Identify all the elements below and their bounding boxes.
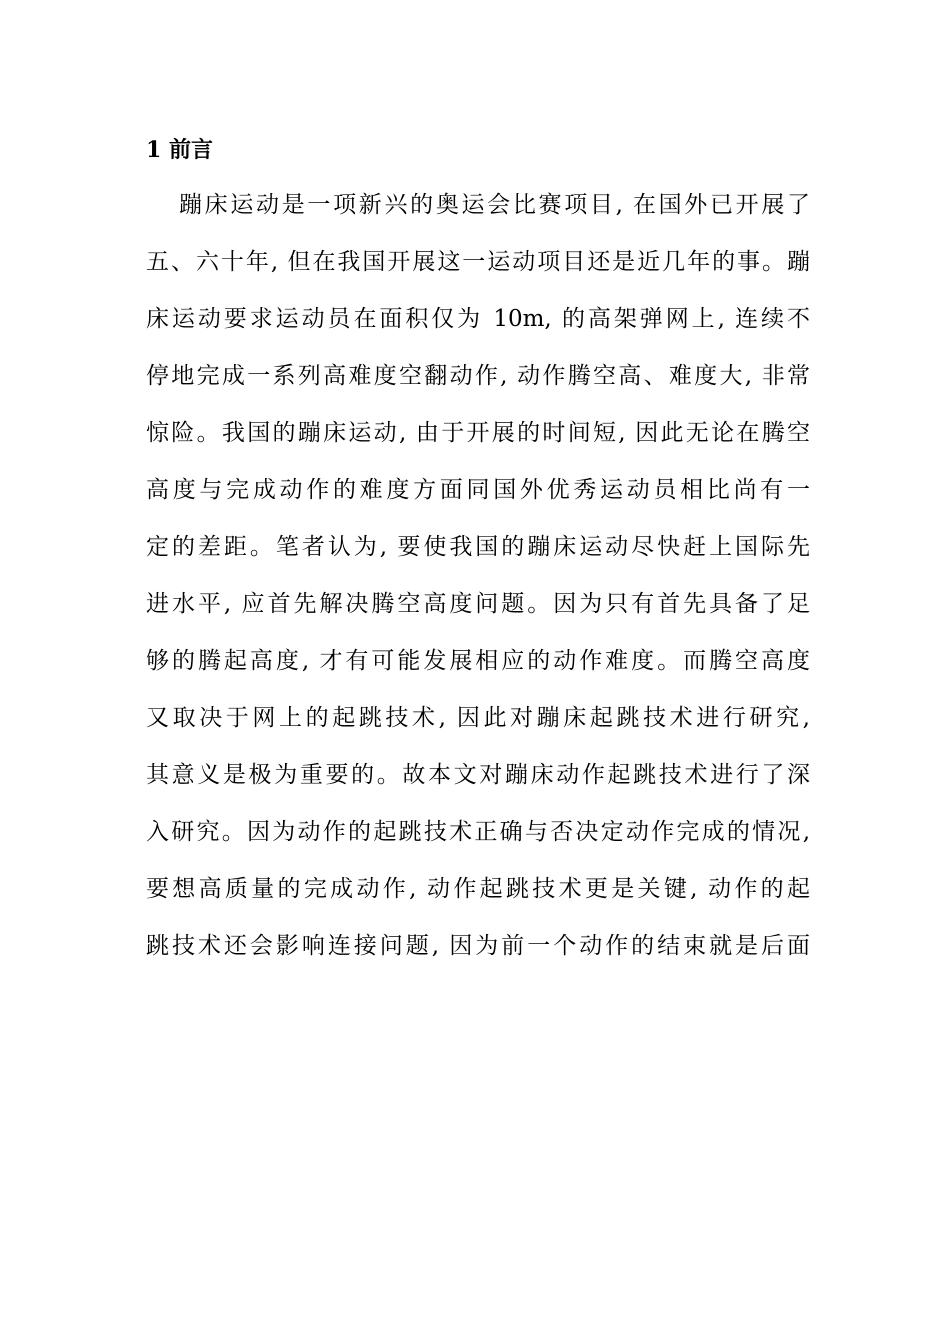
paragraph-line: 惊险。我国的蹦床运动, 由于开展的时间短, 因此无论在腾空 bbox=[146, 420, 810, 446]
paragraph-line: 停地完成一系列高难度空翻动作, 动作腾空高、难度大, 非常 bbox=[146, 363, 810, 389]
paragraph-line: 跳技术还会影响连接问题, 因为前一个动作的结束就是后面 bbox=[146, 933, 810, 959]
paragraph-line: 要想高质量的完成动作, 动作起跳技术更是关键, 动作的起 bbox=[146, 876, 810, 902]
paragraph-line: 其意义是极为重要的。故本文对蹦床动作起跳技术进行了深 bbox=[146, 762, 810, 788]
body-paragraph bbox=[146, 177, 810, 975]
paragraph-line: 够的腾起高度, 才有可能发展相应的动作难度。而腾空高度 bbox=[146, 648, 810, 674]
paragraph-line: 床运动要求运动员在面积仅为 10m, 的高架弹网上, 连续不 bbox=[146, 306, 810, 332]
document-body bbox=[146, 128, 810, 975]
paragraph-line: 高度与完成动作的难度方面同国外优秀运动员相比尚有一 bbox=[146, 477, 810, 503]
paragraph-line: 又取决于网上的起跳技术, 因此对蹦床起跳技术进行研究, bbox=[146, 705, 810, 731]
paragraph-line: 定的差距。笔者认为, 要使我国的蹦床运动尽快赶上国际先 bbox=[146, 534, 810, 560]
section-heading: 1 前言 bbox=[146, 137, 213, 163]
paragraph-line: 蹦床运动是一项新兴的奥运会比赛项目, 在国外已开展了 bbox=[179, 192, 810, 218]
paragraph-line: 五、六十年, 但在我国开展这一运动项目还是近几年的事。蹦 bbox=[146, 249, 810, 275]
paragraph-line: 进水平, 应首先解决腾空高度问题。因为只有首先具备了足 bbox=[146, 591, 810, 617]
paragraph-line: 入研究。因为动作的起跳技术正确与否决定动作完成的情况, bbox=[146, 819, 810, 845]
